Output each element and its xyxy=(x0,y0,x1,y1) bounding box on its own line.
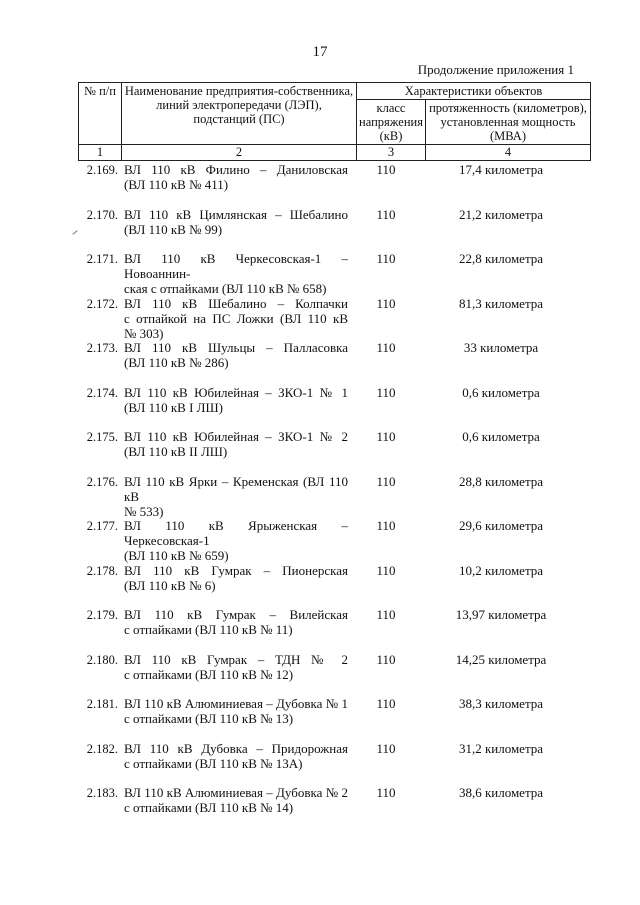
line-length: 21,2 километра xyxy=(458,206,544,222)
line-name-text: ВЛ 110 кВ Черкесовская-1 – Новоаннин- xyxy=(124,251,348,281)
stray-pen-mark xyxy=(72,230,77,235)
table-row xyxy=(78,162,576,207)
line-name-text: ВЛ 110 кВ Дубовка – Придорожная xyxy=(124,740,348,756)
row-number: 2.179. xyxy=(86,608,118,622)
line-name-text: ВЛ 110 кВ Юбилейная – ЗКО-1 № 2 xyxy=(124,429,348,444)
header-number-column: № п/п xyxy=(79,83,122,145)
row-number: 2.181. xyxy=(86,697,118,711)
table-row xyxy=(78,518,576,563)
table-body xyxy=(78,162,576,830)
header-length-column: протяженность (километров), установленная мощность (МВА) xyxy=(426,100,591,145)
table-row xyxy=(78,251,576,296)
line-name xyxy=(124,429,348,459)
line-length: 31,2 километра xyxy=(458,740,544,756)
table-row xyxy=(78,429,576,474)
line-length: 22,8 километра xyxy=(458,251,544,266)
header-name-column: Наименование предприятия-собственника, линий электропередачи (ЛЭП), подстанций (ПС) xyxy=(122,83,357,145)
line-name-text: (ВЛ 110 кВ II ЛШ) xyxy=(124,444,228,459)
voltage-class: 110 xyxy=(376,429,396,444)
line-length: 13,97 километра xyxy=(455,607,547,622)
table-row xyxy=(78,340,576,385)
line-length: 17,4 километра xyxy=(458,162,544,177)
table-row xyxy=(78,563,576,608)
row-number: 2.174. xyxy=(86,385,118,400)
voltage-class: 110 xyxy=(376,740,396,756)
line-name xyxy=(124,207,348,237)
table-row xyxy=(78,607,576,652)
line-name-text: с отпайкой на ПС Ложки (ВЛ 110 кВ xyxy=(124,310,348,326)
voltage-class: 110 xyxy=(376,162,396,177)
line-name-text: с отпайками (ВЛ 110 кВ № 13А) xyxy=(124,755,303,771)
line-length: 38,3 километра xyxy=(458,696,544,711)
line-name xyxy=(124,563,348,593)
line-length: 28,8 километра xyxy=(458,473,544,489)
table-row xyxy=(78,696,576,741)
line-name xyxy=(124,652,348,682)
page-number: 17 xyxy=(312,44,328,60)
row-number: 2.175. xyxy=(86,430,118,444)
row-number: 2.183. xyxy=(86,786,118,800)
voltage-class: 110 xyxy=(376,696,396,711)
voltage-class: 110 xyxy=(376,340,396,355)
line-name-text: ВЛ 110 кВ Гумрак – Пионерская xyxy=(124,562,348,578)
line-length: 10,2 километра xyxy=(458,562,544,578)
line-name-text: ВЛ 110 кВ Гумрак – Вилейская xyxy=(124,607,348,622)
line-name-text: (ВЛ 110 кВ № 411) xyxy=(124,177,229,192)
table-row xyxy=(78,652,576,697)
line-name-text: ВЛ 110 кВ Ярки – Кременская (ВЛ 110 кВ xyxy=(124,473,348,504)
line-name xyxy=(124,251,348,296)
line-name-text: ская с отпайками (ВЛ 110 кВ № 658) xyxy=(124,281,327,296)
line-length: 29,6 километра xyxy=(458,518,544,533)
line-name-text: (ВЛ 110 кВ I ЛШ) xyxy=(124,399,223,415)
line-name-text: ВЛ 110 кВ Алюминиевая – Дубовка № 1 xyxy=(124,696,348,711)
line-name xyxy=(124,785,348,815)
table-row xyxy=(78,785,576,830)
line-name-text: с отпайками (ВЛ 110 кВ № 11) xyxy=(124,622,293,637)
column-index-3: 3 xyxy=(357,145,426,161)
line-length: 38,6 километра xyxy=(458,785,544,800)
column-index-1: 1 xyxy=(79,145,122,161)
line-name xyxy=(124,340,348,370)
table-row xyxy=(78,385,576,430)
voltage-class: 110 xyxy=(376,607,396,622)
line-name-text: (ВЛ 110 кВ № 286) xyxy=(124,355,229,370)
line-name-text: ВЛ 110 кВ Цимлянская – Шебалино xyxy=(124,206,348,222)
voltage-class: 110 xyxy=(376,562,396,578)
continuation-note: Продолжение приложения 1 xyxy=(417,62,574,77)
line-name xyxy=(124,474,348,519)
line-name xyxy=(124,296,348,341)
voltage-class: 110 xyxy=(376,206,396,222)
row-number: 2.176. xyxy=(86,474,118,489)
voltage-class: 110 xyxy=(376,295,396,311)
table-row xyxy=(78,296,576,341)
line-name-text: ВЛ 110 кВ Филино – Даниловская xyxy=(124,162,348,177)
voltage-class: 110 xyxy=(376,518,396,533)
line-name-text: ВЛ 110 кВ Шебалино – Колпачки xyxy=(124,295,348,311)
line-length: 81,3 километра xyxy=(458,295,544,311)
line-length: 0,6 километра xyxy=(462,384,540,400)
voltage-class: 110 xyxy=(376,651,396,667)
voltage-class: 110 xyxy=(376,251,396,266)
row-number: 2.170. xyxy=(86,207,118,222)
row-number: 2.177. xyxy=(86,519,118,533)
line-name-text: ВЛ 110 кВ Ярыженская – Черкесовская-1 xyxy=(124,518,348,548)
line-length: 33 километра xyxy=(463,340,539,355)
line-name xyxy=(124,696,348,726)
header-voltage-column: класс напряжения (кВ) xyxy=(357,100,426,145)
row-number: 2.169. xyxy=(86,163,118,177)
line-name-text: с отпайками (ВЛ 110 кВ № 14) xyxy=(124,800,294,815)
row-number: 2.173. xyxy=(86,341,118,355)
line-name-text: ВЛ 110 кВ Алюминиевая – Дубовка № 2 xyxy=(124,785,348,800)
line-name xyxy=(124,162,348,192)
voltage-class: 110 xyxy=(376,473,396,489)
column-index-4: 4 xyxy=(426,145,591,161)
line-name-text: № 533) xyxy=(124,503,164,519)
row-number: 2.180. xyxy=(86,652,118,667)
header-characteristics-group: Характеристики объектов xyxy=(357,83,591,100)
row-number: 2.171. xyxy=(86,252,118,266)
line-length: 0,6 километра xyxy=(462,429,540,444)
column-index-2: 2 xyxy=(122,145,357,161)
line-name-text: № 303) xyxy=(124,325,164,341)
line-name-text: (ВЛ 110 кВ № 99) xyxy=(124,221,223,237)
row-number: 2.172. xyxy=(86,296,118,311)
line-name-text: ВЛ 110 кВ Шульцы – Палласовка xyxy=(124,340,348,355)
line-name-text: с отпайками (ВЛ 110 кВ № 12) xyxy=(124,666,294,682)
table-row xyxy=(78,207,576,252)
voltage-class: 110 xyxy=(376,785,396,800)
line-name-text: ВЛ 110 кВ Юбилейная – ЗКО-1 № 1 xyxy=(124,384,348,400)
table-header xyxy=(78,82,591,161)
line-name xyxy=(124,741,348,771)
line-name-text: ВЛ 110 кВ Гумрак – ТДН № 2 xyxy=(124,651,348,667)
voltage-class: 110 xyxy=(376,384,396,400)
line-name-text: (ВЛ 110 кВ № 6) xyxy=(124,577,216,593)
line-name-text: с отпайками (ВЛ 110 кВ № 13) xyxy=(124,711,294,726)
table-row xyxy=(78,741,576,786)
line-name-text: (ВЛ 110 кВ № 659) xyxy=(124,548,229,563)
row-number: 2.178. xyxy=(86,563,118,578)
table-row xyxy=(78,474,576,519)
row-number: 2.182. xyxy=(86,741,118,756)
line-name xyxy=(124,518,348,563)
line-name xyxy=(124,385,348,415)
line-name xyxy=(124,607,348,637)
line-length: 14,25 километра xyxy=(455,651,547,667)
